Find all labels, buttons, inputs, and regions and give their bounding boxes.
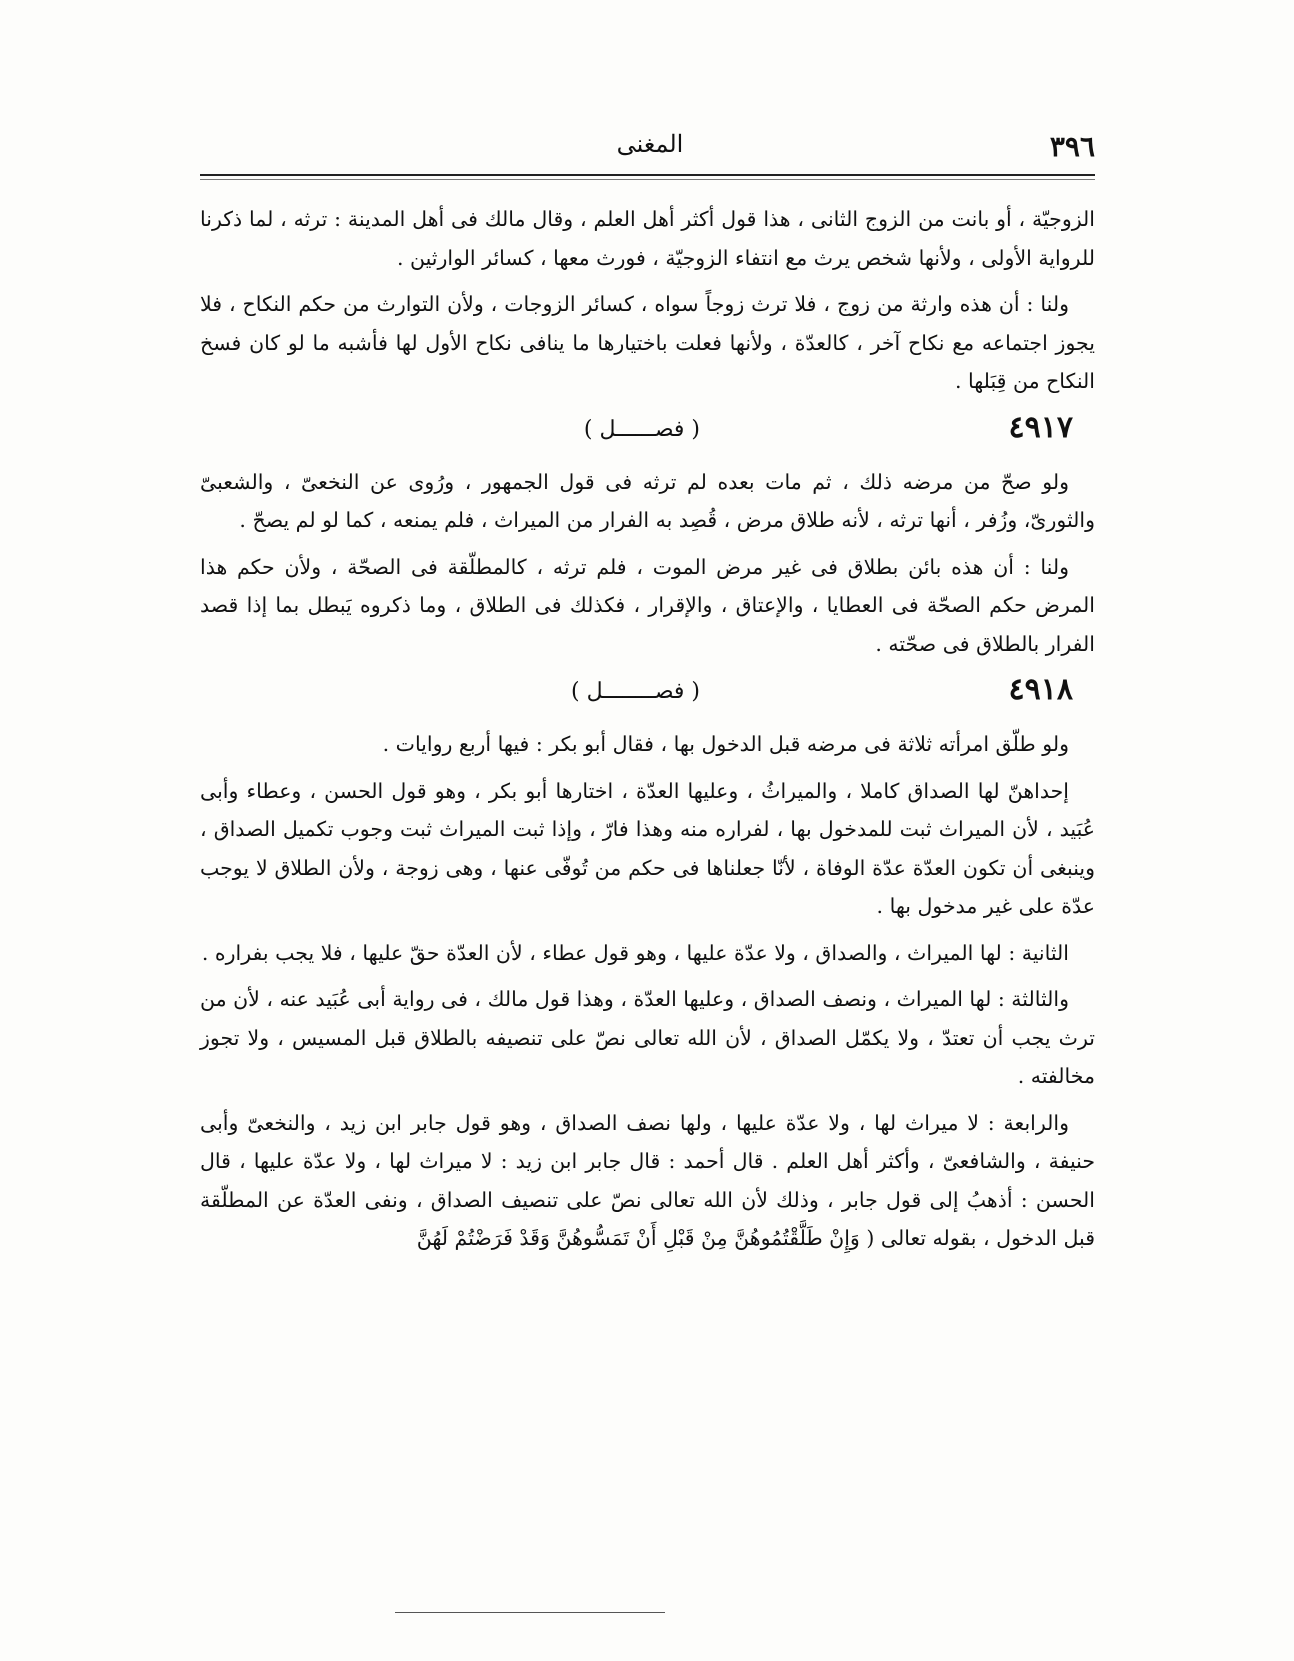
section-label: ( فصــــــــل ) — [571, 679, 700, 704]
page-number: ٣٩٦ — [1049, 130, 1095, 163]
footer-rule — [395, 1612, 665, 1613]
paragraph: الزوجيّة ، أو بانت من الزوج الثانى ، هذا قول أكثر أهل العلم ، وقال مالك فى أهل المدينة : ترثه ، لما ذكرنا للرواية الأولى ، ولأنها شخص يرث مع انتفاء الزوجيّة ، فورث معها ، كسائر الوارثين . — [200, 207, 1095, 270]
section-number: ٤٩١٨ — [1008, 672, 1073, 707]
section-heading — [200, 671, 1095, 715]
section-heading — [200, 409, 1095, 453]
section-number: ٤٩١٧ — [1008, 409, 1073, 445]
paragraph: والثالثة : لها الميراث ، ونصف الصداق ، وعليها العدّة ، وهذا قول مالك ، فى رواية أبى عُبَيد عنه ، لأن من ترث يجب أن تعتدّ ، ولا يكمّل الصداق ، لأن الله تعالى نصّ على تنصيفه بالطلاق قبل المسيس ، ولا تجوز مخالفته . — [200, 987, 1095, 1088]
header-rule — [200, 174, 1095, 176]
page-title: المغنى — [616, 130, 684, 158]
paragraph: ولو صحّ من مرضه ذلك ، ثم مات بعده لم ترثه فى قول الجمهور ، ورُوى عن النخعىّ ، والشعبىّ والثورىّ، وزُفر ، أنها ترثه ، لأنه طلاق مرض ، قُصِد به الفرار من الميراث ، فلم يمنعه ، كما لو لم يصحّ . — [200, 469, 1095, 532]
paragraph: ولو طلّق امرأته ثلاثة فى مرضه قبل الدخول بها ، فقال أبو بكر : فيها أربع روايات . — [382, 732, 1069, 756]
paragraph: ولنا : أن هذه وارثة من زوج ، فلا ترث زوجاً سواه ، كسائر الزوجات ، ولأن التوارث من حكم النكاح ، فلا يجوز اجتماعه مع نكاح آخر ، كالعدّة ، ولأنها فعلت باختيارها ما ينافى نكاح الأول لها فأشبه ما لو كان فسخ النكاح من قِبَلها . — [200, 292, 1095, 393]
paragraph: ولنا : أن هذه بائن بطلاق فى غير مرض الموت ، فلم ترثه ، كالمطلّقة فى الصحّة ، ولأن حكم هذا المرض حكم الصحّة فى العطايا ، والإعتاق ، والإقرار ، فكذلك فى الطلاق ، وما ذكروه يَبطل بما إذا قصد الفرار بالطلاق فى صحّته . — [200, 554, 1095, 656]
paragraph: إحداهنّ لها الصداق كاملا ، والميراثُ ، وعليها العدّة ، اختارها أبو بكر ، وهو قول الحسن ، وعطاء وأبى عُبَيد ، لأن الميراث ثبت للمدخول بها ، لفراره منه وهذا فارّ ، وإذا ثبت الميراث ثبت وجوب تكميل الصداق ، وينبغى أن تكون العدّة عدّة الوفاة ، لأنّا جعلناها فى حكم من تُوفّى عنها ، وهى زوجة ، ولأن الطلاق لا يوجب عدّة على غير مدخول بها . — [200, 778, 1095, 918]
page-header — [205, 130, 1095, 170]
page-body — [200, 200, 1095, 1266]
paragraph: والرابعة : لا ميراث لها ، ولا عدّة عليها ، ولها نصف الصداق ، وهو قول جابر ابن زيد ، والنخعىّ وأبى حنيفة ، والشافعىّ ، وأكثر أهل العلم . قال أحمد : قال جابر ابن زيد : لا ميراث لها ، ولا عدّة عليها ، قال الحسن : أذهبُ إلى قول جابر ، وذلك لأن الله تعالى نصّ على تنصيف الصداق ، ونفى العدّة عن المطلّقة قبل الدخول ، بقوله تعالى ( وَإِنْ طَلَّقْتُمُوهُنَّ مِنْ قَبْلِ أَنْ تَمَسُّوهُنَّ وَقَدْ فَرَضْتُمْ لَهُنَّ — [200, 1110, 1095, 1250]
paragraph: الثانية : لها الميراث ، والصداق ، ولا عدّة عليها ، وهو قول عطاء ، لأن العدّة حقّ عليها ، فلا يجب بفراره . — [201, 940, 1069, 965]
section-label: ( فصــــــل ) — [583, 416, 700, 442]
